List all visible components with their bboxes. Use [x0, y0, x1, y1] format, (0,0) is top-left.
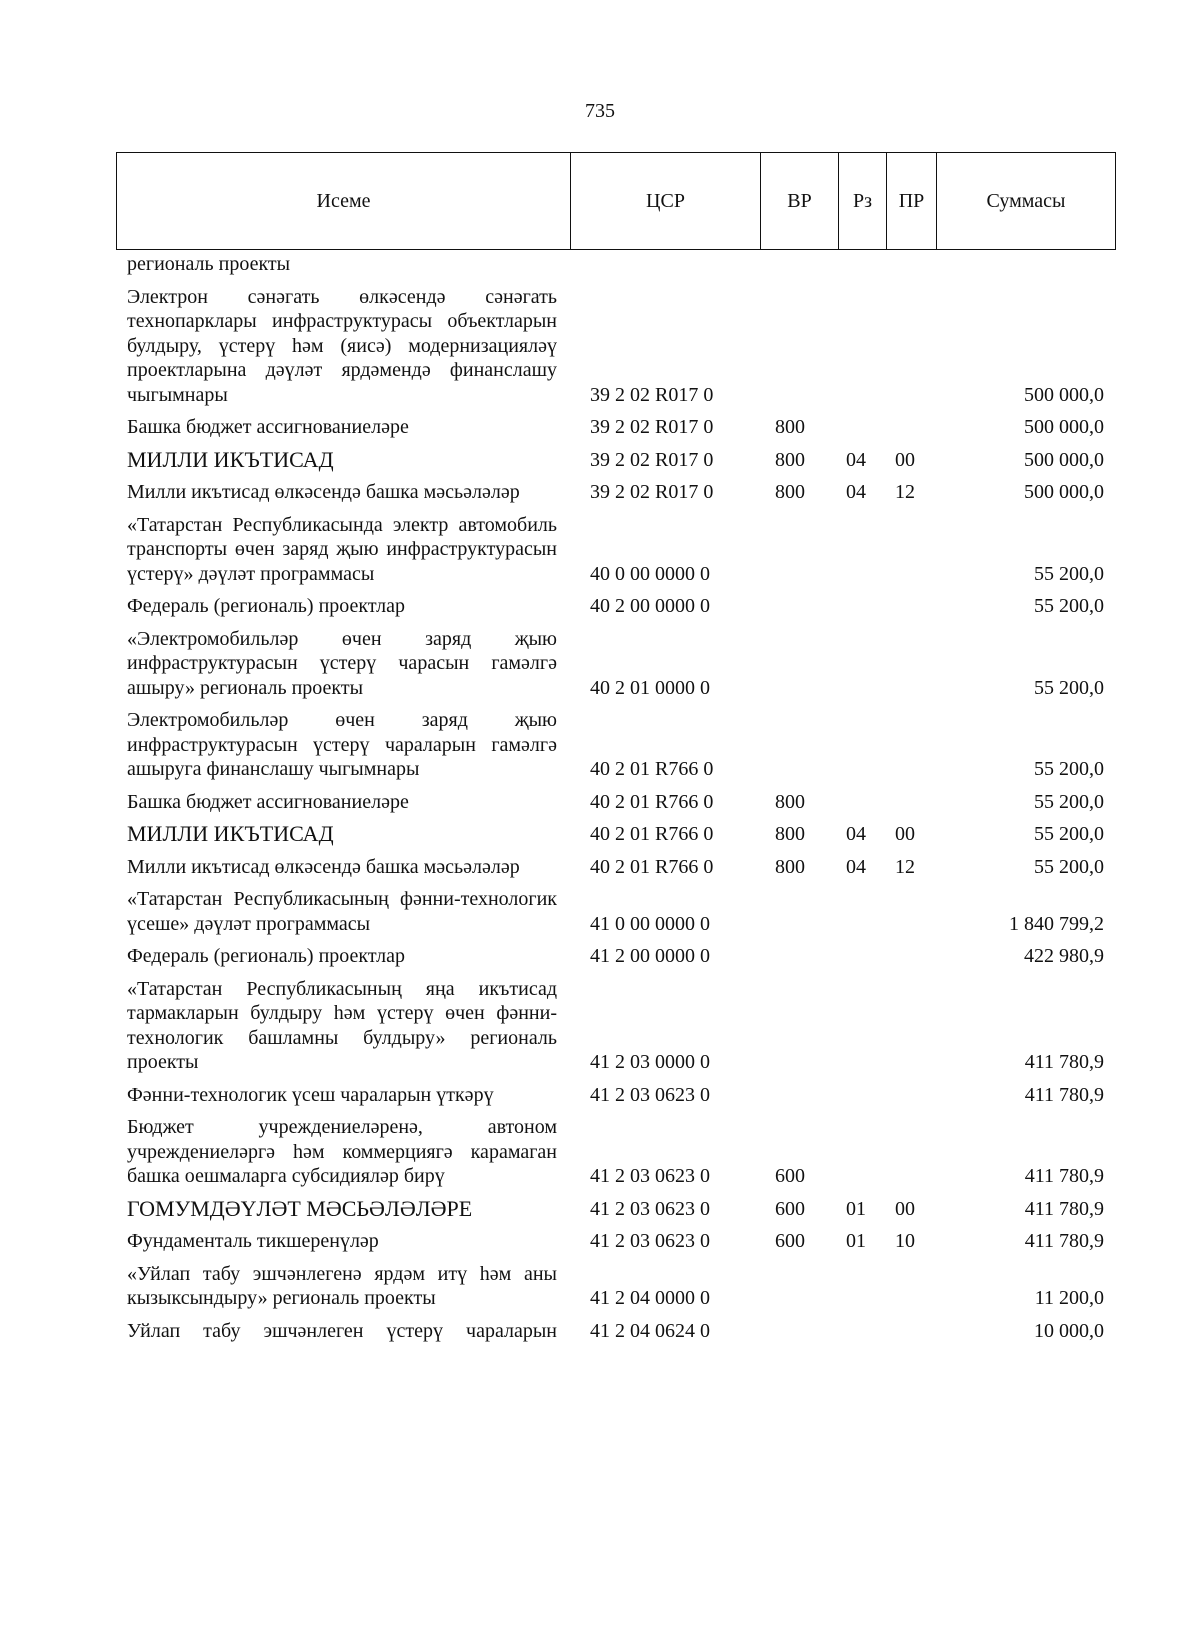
row-csr: 41 0 00 0000 0 — [590, 912, 710, 935]
row-csr: 39 2 02 R017 0 — [590, 383, 714, 406]
row-csr: 41 2 03 0000 0 — [590, 1051, 710, 1073]
row-vr: 800 — [775, 823, 805, 845]
row-rz: 01 — [846, 1230, 866, 1252]
table-row — [0, 944, 1200, 969]
table-row — [0, 627, 1200, 701]
row-name: Уйлап табу эшчәнлеген үстерү чараларын — [127, 1319, 557, 1342]
row-pr: 00 — [895, 448, 915, 471]
row-name: «Электромобильләр өчен заряд җыю инфраструктурасын үстерү чарасын гамәлгә ашыру» региональ проекты — [127, 627, 557, 699]
row-vr: 800 — [775, 481, 805, 503]
row-sum: 55 200,0 — [1034, 562, 1104, 585]
row-csr: 41 2 03 0623 0 — [590, 1165, 710, 1187]
row-csr: 40 2 00 0000 0 — [590, 595, 710, 617]
row-sum: 55 200,0 — [1034, 823, 1104, 845]
row-sum: 411 780,9 — [1024, 1083, 1104, 1106]
table-row — [0, 822, 1200, 847]
row-pr: 00 — [895, 1197, 915, 1220]
row-vr: 600 — [775, 1230, 805, 1252]
row-name: Федераль (региональ) проектлар — [127, 945, 405, 967]
row-name: Фундаменталь тикшеренүләр — [127, 1230, 379, 1252]
row-name: региональ проекты — [127, 253, 291, 275]
row-pr: 00 — [895, 823, 915, 845]
row-sum: 411 780,9 — [1024, 1165, 1104, 1187]
table-row — [0, 887, 1200, 936]
table-row — [0, 448, 1200, 473]
row-name: Электромобильләр өчен заряд җыю инфраструктурасын үстерү чараларын гамәлгә ашыруга финанслашу чыгымнары — [127, 709, 557, 780]
row-sum: 500 000,0 — [1024, 448, 1104, 471]
row-csr: 40 2 01 R766 0 — [590, 855, 714, 878]
row-sum: 1 840 799,2 — [1009, 912, 1104, 935]
row-sum: 55 200,0 — [1034, 595, 1104, 617]
row-sum: 55 200,0 — [1034, 676, 1104, 699]
row-name: МИЛЛИ ИКЪТИСАД — [127, 821, 334, 846]
table-row — [0, 594, 1200, 619]
header-csr: ЦСР — [571, 153, 761, 249]
table-body — [0, 252, 1200, 1351]
row-vr: 600 — [775, 1165, 805, 1187]
table-row — [0, 855, 1200, 880]
row-csr: 41 2 04 0000 0 — [590, 1287, 710, 1309]
table-row — [0, 415, 1200, 440]
row-name: «Татарстан Республикасының яңа икътисад тармакларын булдыру һәм үстерү өчен фәнни-технологик башламны булдыру» региональ проекты — [127, 977, 557, 1073]
row-name: Фәнни-технологик үсеш чараларын үткәрү — [127, 1083, 494, 1106]
row-sum: 500 000,0 — [1024, 481, 1104, 503]
table-row — [0, 977, 1200, 1075]
row-name: Милли икътисад өлкәсендә башка мәсьәләләр — [127, 481, 520, 503]
row-rz: 04 — [846, 448, 866, 471]
row-name: «Татарстан Республикасында электр автомобиль транспорты өчен заряд җыю инфраструктурасын үстерү» дәүләт программасы — [127, 513, 557, 585]
row-sum: 411 780,9 — [1024, 1230, 1104, 1252]
table-row — [0, 285, 1200, 408]
table-row — [0, 1197, 1200, 1222]
row-sum: 55 200,0 — [1034, 855, 1104, 878]
row-csr: 40 2 01 R766 0 — [590, 790, 714, 813]
row-name: Башка бюджет ассигнованиеләре — [127, 790, 409, 813]
row-csr: 40 2 01 R766 0 — [590, 823, 714, 845]
table-row — [0, 480, 1200, 505]
row-vr: 800 — [775, 448, 805, 471]
table-row — [0, 708, 1200, 782]
table-row — [0, 1319, 1200, 1344]
table-row — [0, 1115, 1200, 1189]
row-sum: 411 780,9 — [1024, 1051, 1104, 1073]
row-name: «Татарстан Республикасының фәнни-технологик үсеше» дәүләт программасы — [127, 888, 557, 935]
row-vr: 600 — [775, 1197, 805, 1220]
row-name: Бюджет учреждениеләренә, автоном учреждениеләргә һәм коммерциягә карамаган башка оешмаларга субсидияләр бирү — [127, 1116, 557, 1187]
row-csr: 39 2 02 R017 0 — [590, 448, 714, 471]
row-csr: 40 0 00 0000 0 — [590, 562, 710, 585]
row-csr: 40 2 01 R766 0 — [590, 758, 714, 780]
row-vr: 800 — [775, 855, 805, 878]
row-pr: 10 — [895, 1230, 915, 1252]
row-name: Электрон сәнәгать өлкәсендә сәнәгать технопарклары инфраструктурасы объектларын булдыру, үстерү һәм (яисә) модернизацияләү проектларына дәүләт ярдәмендә финанслашу чыгымнары — [127, 285, 557, 406]
row-sum: 500 000,0 — [1024, 416, 1104, 438]
row-csr: 39 2 02 R017 0 — [590, 481, 714, 503]
table-row — [0, 1083, 1200, 1108]
row-name: МИЛЛИ ИКЪТИСАД — [127, 446, 334, 472]
table-row — [0, 1262, 1200, 1311]
row-rz: 01 — [846, 1197, 866, 1220]
page-number: 735 — [585, 100, 615, 122]
table-header — [116, 152, 1116, 250]
row-rz: 04 — [846, 823, 866, 845]
row-csr: 39 2 02 R017 0 — [590, 416, 714, 438]
row-name: Башка бюджет ассигнованиеләре — [127, 416, 409, 438]
row-csr: 41 2 03 0623 0 — [590, 1083, 710, 1106]
table-row — [0, 513, 1200, 587]
row-csr: 41 2 04 0624 0 — [590, 1319, 710, 1342]
table-row — [0, 252, 1200, 277]
row-sum: 55 200,0 — [1034, 758, 1104, 780]
row-name: Милли икътисад өлкәсендә башка мәсьәләләр — [127, 855, 520, 878]
table-row — [0, 790, 1200, 815]
table-row — [0, 1229, 1200, 1254]
header-sum: Суммасы — [986, 189, 1066, 212]
row-vr: 800 — [775, 790, 805, 813]
header-name: Исеме — [117, 153, 571, 249]
row-sum: 11 200,0 — [1034, 1287, 1104, 1309]
row-csr: 41 2 03 0623 0 — [590, 1197, 710, 1220]
row-sum: 500 000,0 — [1024, 383, 1104, 406]
row-pr: 12 — [895, 481, 915, 503]
row-rz: 04 — [846, 855, 866, 878]
row-csr: 41 2 00 0000 0 — [590, 945, 710, 967]
header-pr: ПР — [887, 153, 937, 249]
row-pr: 12 — [895, 855, 915, 878]
row-csr: 40 2 01 0000 0 — [590, 676, 710, 699]
row-sum: 55 200,0 — [1034, 790, 1104, 813]
row-sum: 422 980,9 — [1024, 945, 1104, 967]
row-sum: 411 780,9 — [1024, 1197, 1104, 1220]
row-name: «Уйлап табу эшчәнлегенә ярдәм итү һәм аны кызыксындыру» региональ проекты — [127, 1262, 557, 1309]
row-sum: 10 000,0 — [1034, 1319, 1104, 1342]
row-name: ГОМУМДӘҮЛӘТ МӘСЬӘЛӘЛӘРЕ — [127, 1195, 473, 1221]
row-csr: 41 2 03 0623 0 — [590, 1230, 710, 1252]
row-vr: 800 — [775, 416, 805, 438]
header-rz: Рз — [839, 153, 887, 249]
header-vr: ВР — [761, 153, 839, 249]
row-name: Федераль (региональ) проектлар — [127, 595, 405, 617]
row-rz: 04 — [846, 481, 866, 503]
